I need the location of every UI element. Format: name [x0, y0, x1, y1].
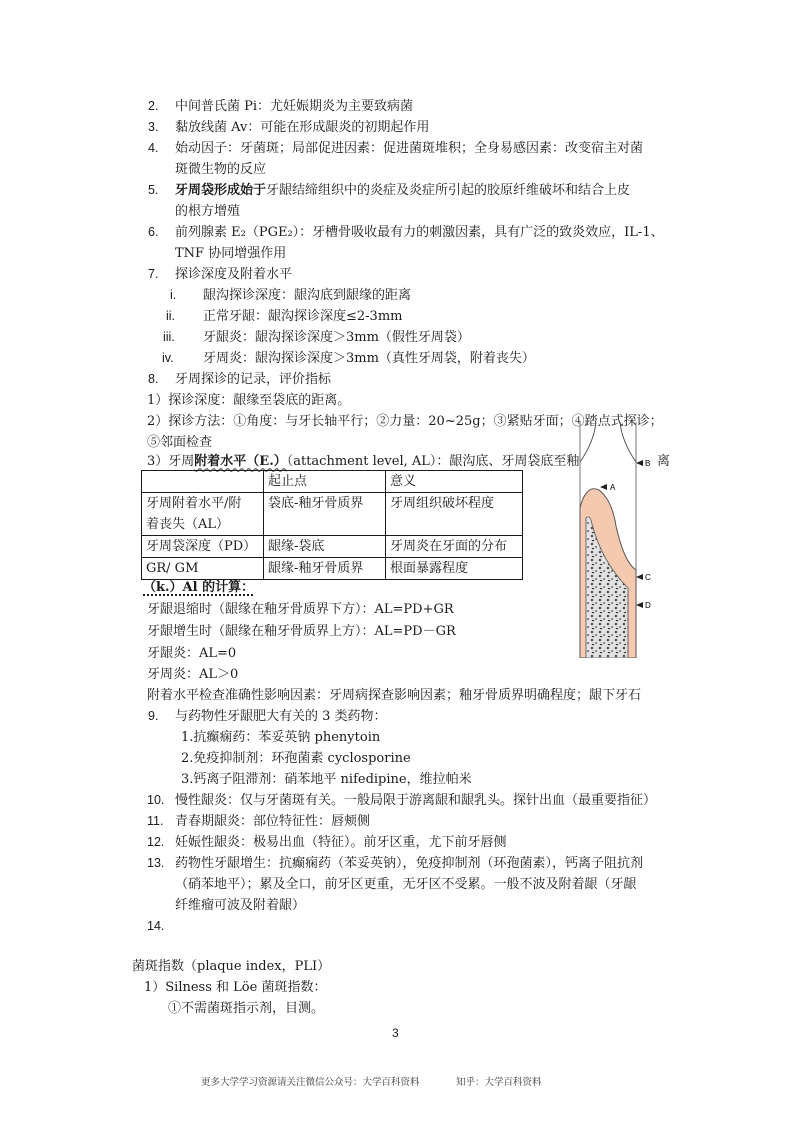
table-cell: 袋底-釉牙骨质界 — [264, 493, 386, 536]
table-header-cell: 起止点 — [264, 471, 386, 493]
table-cell: 龈缘-釉牙骨质界 — [264, 558, 386, 580]
marker-d — [636, 601, 651, 610]
item-number: 6. — [148, 225, 159, 239]
item-text-line1: 前列腺素 E₂（PGE₂）：牙槽骨吸收最有力的刺激因素，具有广泛的致炎效应，IL-1、 — [175, 225, 664, 240]
item-number: 4. — [148, 141, 159, 155]
item-number: 9. — [148, 709, 159, 723]
item-number: 11. — [147, 814, 164, 828]
item-text: 牙周探诊的记录，评价指标 — [175, 372, 332, 387]
item-text-line1: 始动因子：牙菌斑；局部促进因素：促进菌斑堆积；全身易感因素：改变宿主对菌 — [175, 141, 644, 156]
item-text-line2: 的根方增殖 — [175, 204, 241, 219]
item-text: 慢性龈炎：仅与牙菌斑有关。一般局限于游离龈和龈乳头。探针出血（最重要指征） — [175, 793, 657, 808]
bold-term: 牙周袋形成始于 — [175, 183, 267, 198]
page-number: 3 — [392, 1026, 399, 1040]
table-row — [142, 493, 523, 536]
table-cell: 牙周附着水平/附 着丧失（AL） — [142, 493, 264, 536]
item-text-line1: 牙周袋形成始于牙龈结缔组织中的炎症及炎症所引起的胶原纤维破坏和结合上皮 — [175, 183, 631, 198]
item-text-line1: 药物性牙龈增生：抗癫痫药（苯妥英钠），免疫抑制剂（环孢菌素），钙离子阻抗剂 — [175, 856, 644, 871]
item-number: 10. — [147, 793, 165, 807]
footer-wechat: 更多大学学习资源请关注微信公众号：大学百科资料 — [201, 1077, 420, 1088]
sub-item-number: iii. — [163, 330, 175, 344]
footer-zhihu: 知乎：大学百科资料 — [456, 1077, 542, 1088]
periodontal-diagram — [574, 422, 674, 658]
bold-term: 附着水平（E.） — [194, 454, 287, 469]
svg-text:A: A — [610, 483, 616, 492]
sub-item-text: 龈沟探诊深度：龈沟底到龈缘的距离 — [203, 288, 412, 303]
item-text: 与药物性牙龈肥大有关的 3 类药物： — [175, 709, 387, 724]
table-header-cell: 意义 — [386, 471, 523, 493]
marker-c — [636, 573, 651, 582]
item-number: 13. — [147, 856, 165, 870]
table-cell: 根面暴露程度 — [386, 558, 523, 580]
attachment-table — [141, 470, 523, 580]
table-header-row — [142, 471, 523, 493]
sub-item-text: 正常牙龈：龈沟探诊深度≤2-3mm — [203, 309, 403, 324]
table-cell: GR/ GM — [142, 558, 264, 580]
item-text: 妊娠性龈炎：极易出血（特征）。前牙区重，尤下前牙唇侧 — [175, 835, 507, 850]
item-number: 3. — [148, 120, 159, 134]
table-cell: 牙周袋深度（PD） — [142, 536, 264, 558]
svg-text:D: D — [645, 601, 651, 610]
svg-text:C: C — [645, 573, 651, 582]
item-text: 青春期龈炎：部位特征性：唇颊侧 — [175, 814, 371, 829]
item-number: 7. — [148, 267, 159, 281]
item-number: 12. — [147, 835, 165, 849]
item-text: 中间普氏菌 Pi：尤妊娠期炎为主要致病菌 — [175, 99, 414, 114]
item-text: 探诊深度及附着水平 — [175, 267, 293, 282]
item-number: 5. — [148, 183, 159, 197]
sub-item-number: ii. — [166, 309, 176, 323]
sub-item-text: 牙龈炎：龈沟探诊深度＞3mm（假性牙周袋） — [203, 330, 470, 345]
item-text: 黏放线菌 Av：可能在形成龈炎的初期起作用 — [175, 120, 430, 135]
marker-a — [600, 483, 616, 492]
item-number: 14. — [147, 919, 165, 933]
item-text-line2: 斑微生物的反应 — [175, 162, 267, 177]
item-number: 8. — [148, 372, 159, 386]
svg-text:B: B — [645, 459, 651, 468]
crown-curve-right — [620, 422, 636, 462]
periodontal-diagram-svg — [574, 422, 674, 658]
item-text-line2: （硝苯地平）；累及全口，前牙区更重，无牙区不受累。一般不波及附着龈（牙龈 — [175, 877, 637, 892]
marker-b — [636, 459, 650, 468]
crown-curve-left — [580, 422, 596, 462]
table-cell: 牙周组织破坏程度 — [386, 493, 523, 536]
item-text-line3: 纤维瘤可波及附着龈） — [175, 898, 306, 913]
sub-item-text: 牙周炎：龈沟探诊深度＞3mm（真性牙周袋，附着丧失） — [203, 351, 535, 366]
table-cell: 龈缘-袋底 — [264, 536, 386, 558]
sub-item-number: iv. — [162, 351, 174, 365]
sub-item-number: i. — [170, 288, 177, 302]
item-number: 2. — [148, 99, 159, 113]
table-cell: 牙周炎在牙面的分布 — [386, 536, 523, 558]
table-row — [142, 536, 523, 558]
item-text-line2: TNF 协同增强作用 — [175, 246, 287, 261]
table-header-cell — [142, 471, 264, 493]
